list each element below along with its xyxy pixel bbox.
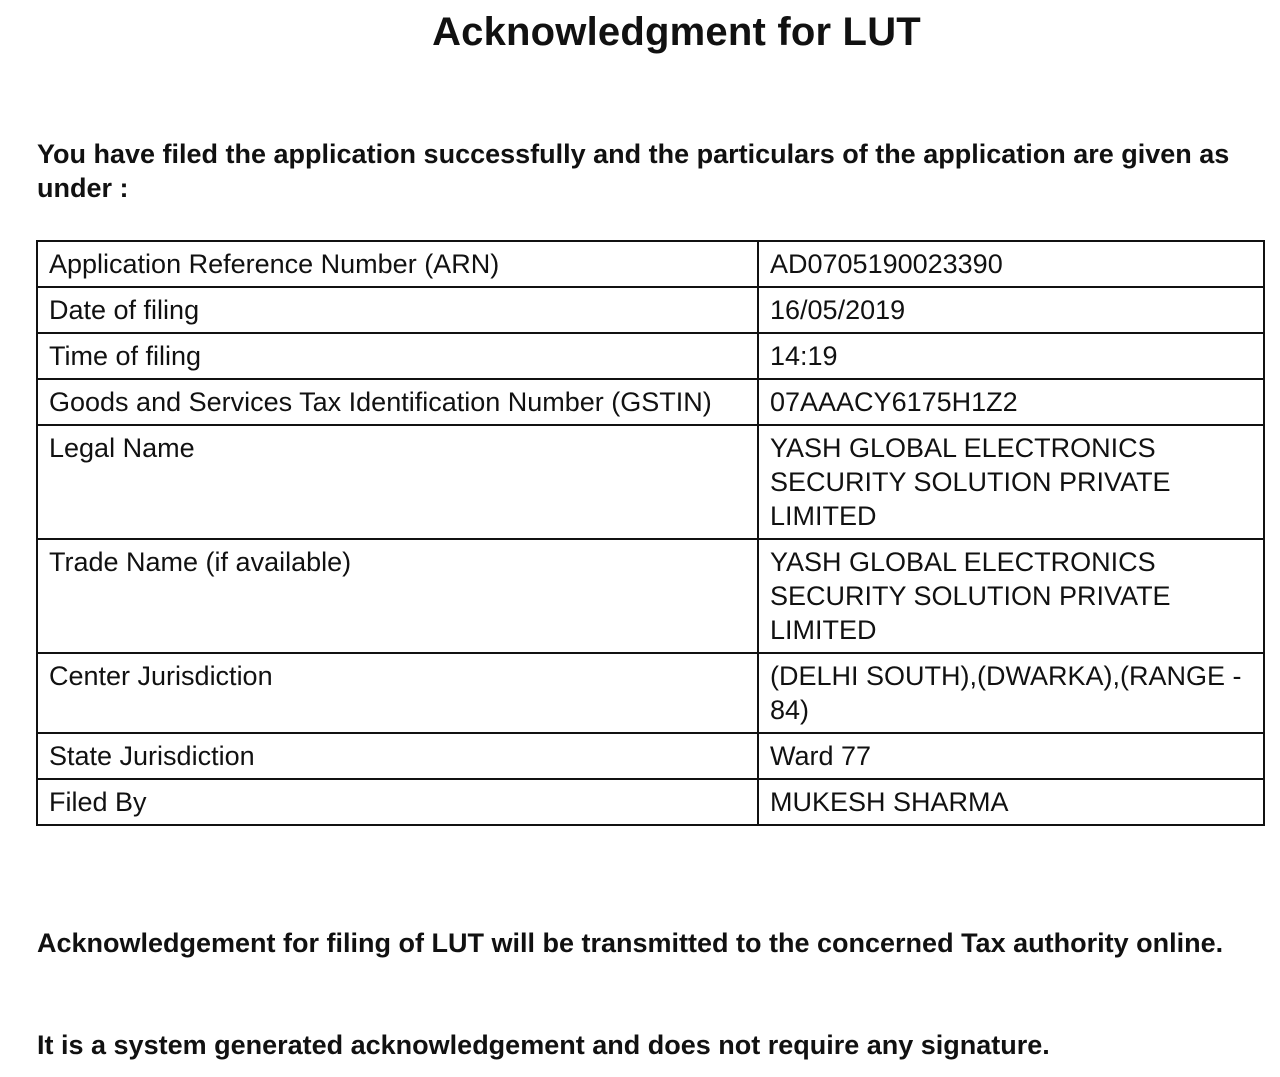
row-label: Filed By xyxy=(37,779,758,825)
transmit-note: Acknowledgement for filing of LUT will be transmitted to the concerned Tax authority online. xyxy=(37,928,1224,958)
row-value: 16/05/2019 xyxy=(758,287,1264,333)
row-label: Time of filing xyxy=(37,333,758,379)
signature-note: It is a system generated acknowledgement and does not require any signature. xyxy=(37,1030,1050,1060)
row-value: 14:19 xyxy=(758,333,1264,379)
row-label: Goods and Services Tax Identification Number (GSTIN) xyxy=(37,379,758,425)
row-label: Application Reference Number (ARN) xyxy=(37,241,758,287)
table-row-state-jurisdiction xyxy=(37,733,1264,779)
table-row-gstin xyxy=(37,379,1264,425)
row-label: Date of filing xyxy=(37,287,758,333)
table-row-time-of-filing xyxy=(37,333,1264,379)
application-details-table xyxy=(36,240,1265,826)
row-label: Legal Name xyxy=(37,425,758,539)
table-row-center-jurisdiction xyxy=(37,653,1264,733)
row-value: YASH GLOBAL ELECTRONICS SECURITY SOLUTION PRIVATE LIMITED xyxy=(758,425,1264,539)
table-row-arn xyxy=(37,241,1264,287)
table-row-date-of-filing xyxy=(37,287,1264,333)
row-value: MUKESH SHARMA xyxy=(758,779,1264,825)
row-label: Trade Name (if available) xyxy=(37,539,758,653)
row-value: YASH GLOBAL ELECTRONICS SECURITY SOLUTION PRIVATE LIMITED xyxy=(758,539,1264,653)
table-row-legal-name xyxy=(37,425,1264,539)
table-row-filed-by xyxy=(37,779,1264,825)
table-row-trade-name xyxy=(37,539,1264,653)
row-value: Ward 77 xyxy=(758,733,1264,779)
row-label: Center Jurisdiction xyxy=(37,653,758,733)
row-value: 07AAACY6175H1Z2 xyxy=(758,379,1264,425)
row-value: (DELHI SOUTH),(DWARKA),(RANGE - 84) xyxy=(758,653,1264,733)
row-label: State Jurisdiction xyxy=(37,733,758,779)
intro-text: You have filed the application successfully and the particulars of the application are given as under : xyxy=(37,139,1230,203)
page-title: Acknowledgment for LUT xyxy=(432,10,921,54)
row-value: AD0705190023390 xyxy=(758,241,1264,287)
